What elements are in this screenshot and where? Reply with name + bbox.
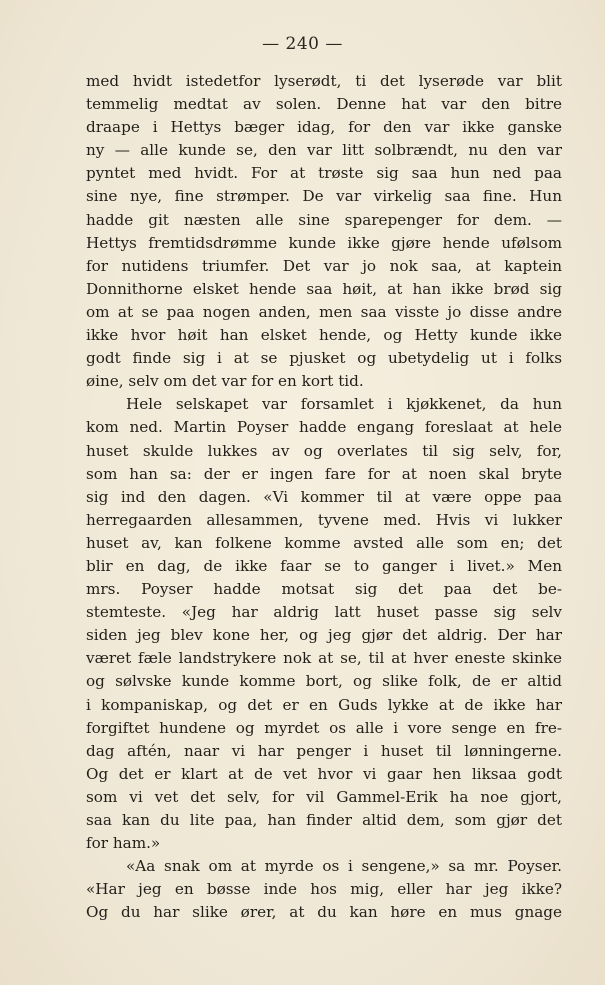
text-line: Og du har slike ører, at du kan høre en mus gnage	[86, 903, 562, 922]
text-line: sine nye, fine strømper. De var virkelig saa fine. Hun	[86, 187, 562, 206]
text-line: som vi vet det selv, for vil Gammel-Erik ha noe gjort,	[86, 787, 562, 806]
text-line: Hettys fremtidsdrømme kunde ikke gjøre hende ufølsom	[86, 233, 562, 252]
text-line: «Har jeg en bøsse inde hos mig, eller har jeg ikke?	[86, 880, 562, 899]
text-line: kom ned. Martin Poyser hadde engang foreslaat at hele	[86, 418, 562, 437]
text-line: blir en dag, de ikke faar se to ganger i livet.» Men	[86, 556, 562, 575]
text-line: «Aa snak om at myrde os i sengene,» sa mr. Poyser.	[126, 857, 562, 876]
text-line: godt finde sig i at se pjusket og ubetydelig ut i folks	[86, 349, 562, 368]
text-line: siden jeg blev kone her, og jeg gjør det aldrig. Der har	[86, 626, 562, 645]
text-line: Hele selskapet var forsamlet i kjøkkenet, da hun	[126, 395, 562, 414]
text-line: draape i Hettys bæger idag, for den var ikke ganske	[86, 118, 562, 137]
text-line: Og det er klart at de vet hvor vi gaar hen liksaa godt	[86, 764, 562, 783]
text-line: mrs. Poyser hadde motsat sig det paa det be-	[86, 580, 562, 599]
text-line: øine, selv om det var for en kort tid.	[86, 372, 364, 391]
text-line: ikke hvor høit han elsket hende, og Hetty kunde ikke	[86, 326, 562, 345]
text-line: saa kan du lite paa, han finder altid dem, som gjør det	[86, 811, 562, 829]
text-line: med hvidt istedetfor lyserødt, ti det lyserøde var blit	[86, 72, 562, 90]
text-line: pyntet med hvidt. For at trøste sig saa hun ned paa	[86, 164, 562, 183]
text-line: Donnithorne elsket hende saa høit, at han ikke brød sig	[86, 279, 562, 298]
text-line: herregaarden allesammen, tyvene med. Hvis vi lukker	[86, 510, 562, 529]
text-line: for nutidens triumfer. Det var jo nok saa, at kaptein	[86, 256, 562, 275]
text-line: forgiftet hundene og myrdet os alle i vore senge en fre-	[86, 718, 562, 737]
text-line: huset av, kan folkene komme avsted alle som en; det	[86, 533, 562, 552]
text-line: sig ind den dagen. «Vi kommer til at være oppe paa	[86, 487, 562, 506]
text-line: om at se paa nogen anden, men saa visste jo disse andre	[86, 302, 562, 321]
page-number: — 240 —	[262, 34, 343, 54]
body-text	[86, 70, 562, 924]
text-line: hadde git næsten alle sine sparepenger for dem. —	[86, 210, 562, 229]
text-line: i kompaniskap, og det er en Guds lykke at de ikke har	[86, 695, 562, 714]
text-line: huset skulde lukkes av og overlates til sig selv, for,	[86, 441, 562, 460]
text-line: som han sa: der er ingen fare for at noen skal bryte	[86, 464, 562, 483]
text-line: stemteste. «Jeg har aldrig latt huset passe sig selv	[86, 603, 562, 622]
text-line: temmelig medtat av solen. Denne hat var den bitre	[86, 95, 562, 114]
text-line: ny — alle kunde se, den var litt solbrændt, nu den var	[86, 141, 562, 160]
text-line: for ham.»	[86, 834, 161, 853]
text-line: dag aftén, naar vi har penger i huset til lønningerne.	[86, 741, 562, 760]
text-line: været fæle landstrykere nok at se, til at hver eneste skinke	[86, 649, 562, 668]
text-line: og sølvske kunde komme bort, og slike folk, de er altid	[86, 672, 562, 691]
